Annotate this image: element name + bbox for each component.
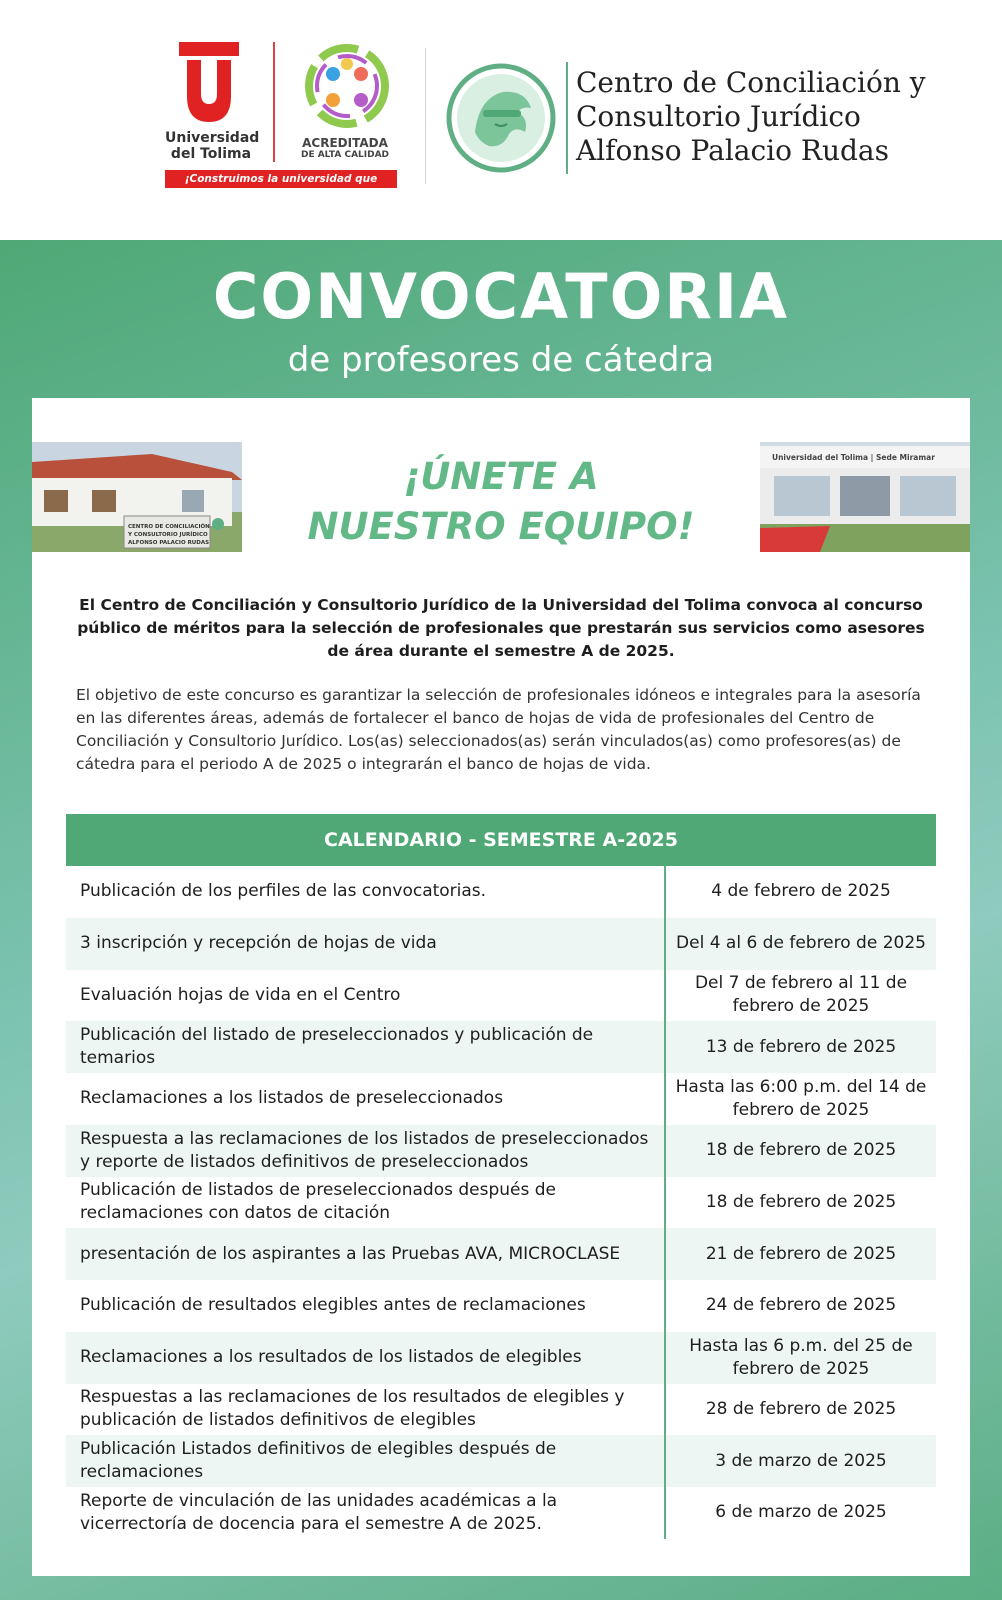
building-photo-left xyxy=(32,442,242,552)
date-cell: Del 4 al 6 de febrero de 2025 xyxy=(676,933,926,954)
accreditation-line2: DE ALTA CALIDAD xyxy=(300,150,390,160)
table-row xyxy=(66,1280,936,1332)
calendar-table xyxy=(66,814,936,1539)
date-cell: Del 7 de febrero al 11 de febrero de 2025 xyxy=(694,973,908,1017)
table-row xyxy=(66,1021,936,1073)
sign-right-text: Universidad del Tolima | Sede Miramar xyxy=(772,453,935,462)
centro-name-line3: Alfonso Palacio Rudas xyxy=(576,134,889,167)
accreditation-label xyxy=(293,136,397,161)
activity-cell: presentación de los aspirantes a las Pruebas AVA, MICROCLASE xyxy=(80,1243,621,1264)
centro-name-line1: Centro de Conciliación y xyxy=(576,66,926,99)
date-cell: Hasta las 6:00 p.m. del 14 de febrero de 2025 xyxy=(675,1076,927,1120)
header xyxy=(0,0,1002,240)
slogan-banner: ¡Construimos la universidad que soñamos! xyxy=(165,170,397,188)
page-subtitle: de profesores de cátedra xyxy=(287,340,715,380)
date-cell: 21 de febrero de 2025 xyxy=(705,1243,897,1264)
date-cell: 4 de febrero de 2025 xyxy=(711,881,891,902)
accreditation-line1: ACREDITADA xyxy=(302,136,388,150)
content-card xyxy=(32,398,970,1576)
join-tagline xyxy=(262,452,740,552)
activity-cell: Publicación Listados definitivos de elegibles después de reclamaciones xyxy=(80,1439,557,1483)
table-row xyxy=(66,1125,936,1177)
university-logo-group xyxy=(165,42,397,203)
date-cell: 13 de febrero de 2025 xyxy=(705,1036,897,1057)
centro-name-line2: Consultorio Jurídico xyxy=(576,100,861,133)
table-row xyxy=(66,1384,936,1436)
table-row xyxy=(66,970,936,1022)
logo-divider xyxy=(273,42,275,162)
activity-cell: 3 inscripción y recepción de hojas de vida xyxy=(80,933,437,954)
activity-cell: Publicación de listados de preseleccionados después de reclamaciones con datos de citación xyxy=(80,1180,556,1224)
accreditation-icon xyxy=(303,42,391,130)
table-row xyxy=(66,1228,936,1280)
building-photo-right xyxy=(760,442,970,552)
activity-cell: Reclamaciones a los listados de preseleccionados xyxy=(80,1088,504,1109)
intro-paragraph: El Centro de Conciliación y Consultorio Jurídico de la Universidad del Tolima convoca al concurso público de méritos para la selección de profesionales que prestarán sus servicios como asesores de área durante el semestre A de 2025. xyxy=(77,596,925,660)
calendar-title: CALENDARIO - SEMESTRE A-2025 xyxy=(66,814,936,866)
table-row xyxy=(66,1332,936,1384)
date-cell: 18 de febrero de 2025 xyxy=(705,1191,897,1212)
date-cell: Hasta las 6 p.m. del 25 de febrero de 2025 xyxy=(689,1335,913,1379)
table-row xyxy=(66,1177,936,1229)
table-row xyxy=(66,866,936,918)
date-cell: 3 de marzo de 2025 xyxy=(715,1450,887,1471)
university-name: Universidad del Tolima xyxy=(165,130,260,162)
activity-cell: Respuestas a las reclamaciones de los resultados de elegibles y publicación de listados definitivos de elegibles xyxy=(80,1387,625,1431)
join-tagline-line2: NUESTRO EQUIPO! xyxy=(307,505,695,548)
sign-left-text: CENTRO DE CONCILIACIÓN xyxy=(128,524,210,530)
date-cell: 28 de febrero de 2025 xyxy=(705,1398,897,1419)
centro-divider xyxy=(566,62,568,174)
table-row xyxy=(66,1487,936,1539)
centro-name xyxy=(576,66,996,168)
calendar-rows xyxy=(66,866,936,1539)
ut-logo-icon xyxy=(179,42,239,126)
objective-paragraph: El objetivo de este concurso es garantizar la selección de profesionales idóneos e integrales para la asesoría en las diferentes áreas, además de fortalecer el banco de hojas de vida de profesionales del Centro de Conciliación y Consultorio Jurídico. Los(as) seleccionados(as) serán vinculados(as) como profesores(as) de cátedra para el periodo A de 2025 o integrarán el banco de hojas de vida. xyxy=(76,686,921,773)
date-cell: 18 de febrero de 2025 xyxy=(705,1140,897,1161)
page-title: CONVOCATORIA xyxy=(212,260,790,333)
activity-cell: Reporte de vinculación de las unidades académicas a la vicerrectoría de docencia para el semestre A de 2025. xyxy=(80,1490,558,1534)
svg-text:ALFONSO PALACIO RUDAS: ALFONSO PALACIO RUDAS xyxy=(128,540,210,546)
activity-cell: Publicación de resultados elegibles antes de reclamaciones xyxy=(80,1295,586,1316)
header-separator xyxy=(425,48,426,184)
table-row xyxy=(66,1073,936,1125)
activity-cell: Publicación de los perfiles de las convocatorias. xyxy=(80,881,487,902)
date-cell: 6 de marzo de 2025 xyxy=(715,1502,887,1523)
table-row xyxy=(66,1435,936,1487)
date-cell: 24 de febrero de 2025 xyxy=(705,1295,897,1316)
activity-cell: Publicación del listado de preseleccionados y publicación de temarios xyxy=(80,1025,594,1069)
join-tagline-line1: ¡ÚNETE A xyxy=(403,455,599,498)
activity-cell: Reclamaciones a los resultados de los listados de elegibles xyxy=(80,1347,582,1368)
svg-text:Y CONSULTORIO JURÍDICO: Y CONSULTORIO JURÍDICO xyxy=(128,532,208,538)
table-row xyxy=(66,918,936,970)
activity-cell: Evaluación hojas de vida en el Centro xyxy=(80,984,401,1005)
justice-emblem-icon xyxy=(445,62,557,174)
activity-cell: Respuesta a las reclamaciones de los listados de preseleccionados y reporte de listados definitivos de preseleccionados xyxy=(80,1128,649,1172)
